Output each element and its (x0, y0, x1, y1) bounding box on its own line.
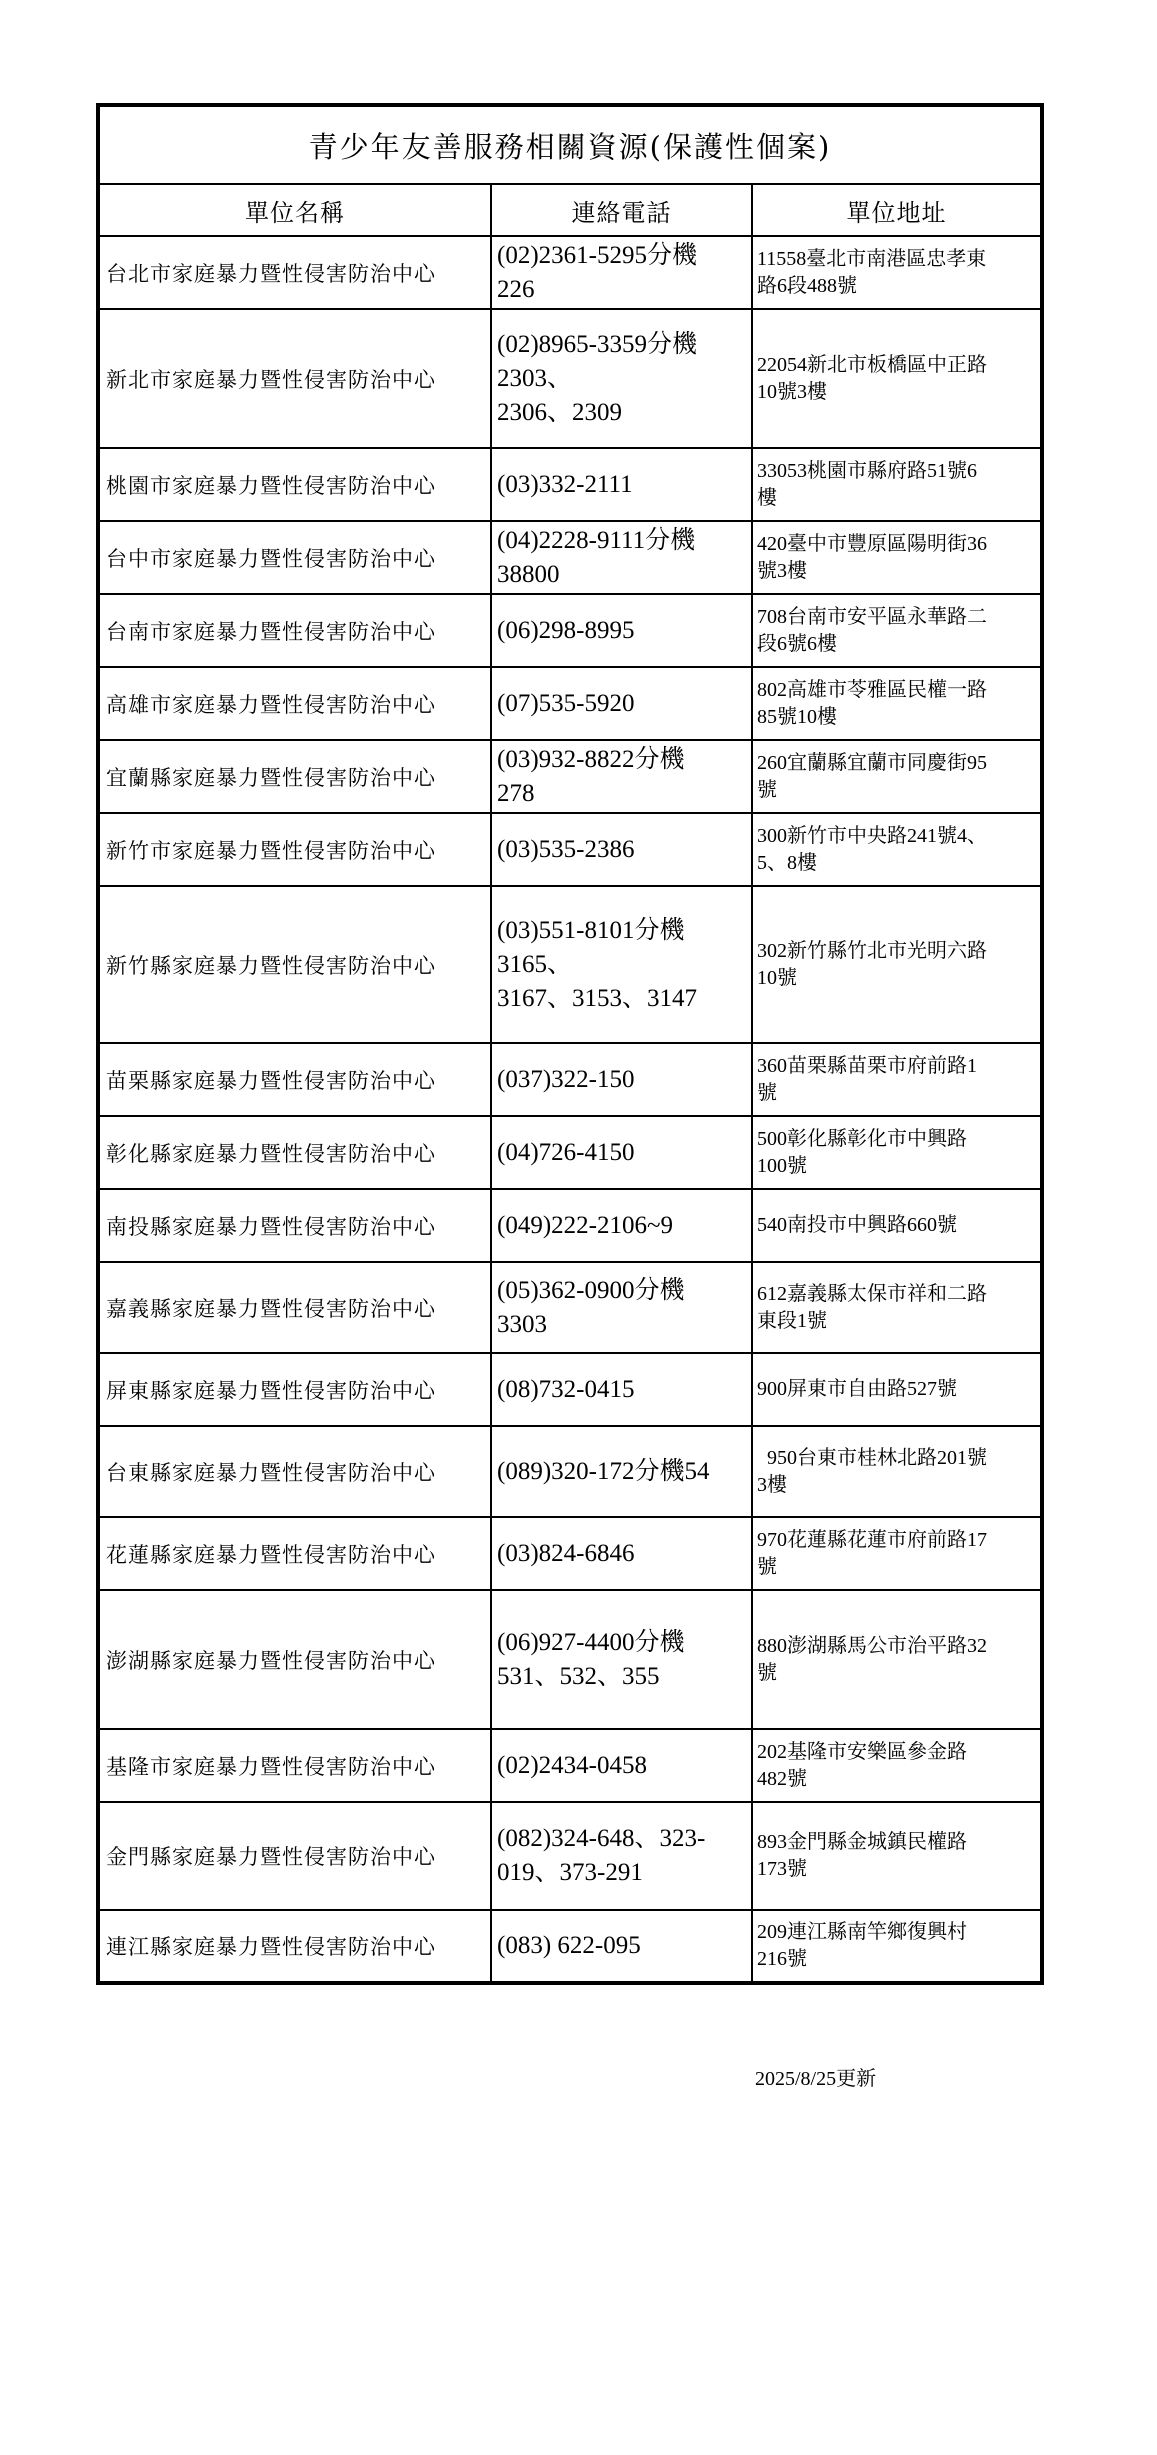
address-line: 10號3樓 (757, 380, 827, 403)
address-line: 號3樓 (757, 559, 807, 582)
phone-cell (491, 1590, 752, 1729)
phone-cell (491, 740, 752, 813)
address-cell (752, 740, 1042, 813)
phone-line: (05)362-0900分機 (497, 1276, 685, 1304)
unit-name-cell: 澎湖縣家庭暴力暨性侵害防治中心 (98, 1590, 491, 1729)
address-line: 970花蓮縣花蓮市府前路17 (757, 1528, 987, 1551)
phone-cell (491, 1262, 752, 1353)
phone-line: (03)332-2111 (497, 470, 633, 498)
address-line: 號 (757, 1555, 777, 1578)
phone-line: (07)535-5920 (497, 689, 635, 717)
address-cell (752, 813, 1042, 886)
address-cell (752, 1426, 1042, 1517)
phone-line: 2306、2309 (497, 398, 623, 426)
address-cell (752, 1517, 1042, 1590)
phone-line: (083) 622-095 (497, 1932, 641, 1959)
unit-name-cell: 宜蘭縣家庭暴力暨性侵害防治中心 (98, 740, 491, 813)
phone-cell (491, 1802, 752, 1910)
address-line: 950台東市桂林北路201號 (757, 1446, 987, 1469)
unit-name-cell: 台中市家庭暴力暨性侵害防治中心 (98, 521, 491, 594)
address-cell (752, 886, 1042, 1043)
address-line: 893金門縣金城鎮民權路 (757, 1831, 967, 1853)
address-line: 路6段488號 (757, 274, 857, 297)
table-title: 青少年友善服務相關資源(保護性個案) (98, 105, 1042, 184)
phone-line: (049)222-2106~9 (497, 1211, 674, 1239)
table-row (98, 667, 1042, 740)
phone-line: (06)298-8995 (497, 616, 635, 644)
address-line: 段6號6樓 (757, 632, 837, 655)
address-line: 216號 (757, 1948, 807, 1970)
phone-line: 3167、3153、3147 (497, 984, 698, 1012)
address-line: 樓 (757, 486, 777, 509)
table-row (98, 1262, 1042, 1353)
table-body (98, 236, 1042, 1983)
phone-line: 531、532、355 (497, 1662, 660, 1690)
phone-line: (03)824-6846 (497, 1539, 635, 1567)
phone-line: (02)2361-5295分機 (497, 241, 697, 269)
phone-cell (491, 1517, 752, 1590)
table-row (98, 1353, 1042, 1426)
phone-line: (02)8965-3359分機 (497, 330, 697, 358)
phone-line: (037)322-150 (497, 1065, 635, 1093)
phone-line: (04)726-4150 (497, 1138, 635, 1166)
unit-name-cell: 高雄市家庭暴力暨性侵害防治中心 (98, 667, 491, 740)
address-cell (752, 1802, 1042, 1910)
header-row (98, 184, 1042, 236)
address-cell (752, 1189, 1042, 1262)
address-line: 10號 (757, 966, 797, 989)
unit-name-cell: 新北市家庭暴力暨性侵害防治中心 (98, 309, 491, 448)
address-line: 173號 (757, 1858, 807, 1880)
phone-cell (491, 813, 752, 886)
phone-line: 278 (497, 779, 535, 807)
phone-cell (491, 1353, 752, 1426)
unit-name-cell: 台東縣家庭暴力暨性侵害防治中心 (98, 1426, 491, 1517)
phone-cell (491, 1426, 752, 1517)
table-row (98, 1189, 1042, 1262)
address-line: 11558臺北市南港區忠孝東 (757, 247, 987, 270)
phone-line: (04)2228-9111分機 (497, 526, 696, 554)
address-line: 號 (757, 1661, 777, 1684)
table-row (98, 1517, 1042, 1590)
unit-name-cell: 金門縣家庭暴力暨性侵害防治中心 (98, 1802, 491, 1910)
phone-cell (491, 594, 752, 667)
address-line: 33053桃園市縣府路51號6 (757, 459, 977, 482)
address-line: 420臺中市豐原區陽明街36 (757, 532, 987, 555)
phone-cell (491, 1116, 752, 1189)
table-row (98, 521, 1042, 594)
unit-name-cell: 台南市家庭暴力暨性侵害防治中心 (98, 594, 491, 667)
address-line: 209連江縣南竿鄉復興村 (757, 1921, 967, 1943)
phone-cell (491, 1729, 752, 1802)
address-cell (752, 1590, 1042, 1729)
table-row (98, 1729, 1042, 1802)
address-cell (752, 448, 1042, 521)
unit-name-cell: 基隆市家庭暴力暨性侵害防治中心 (98, 1729, 491, 1802)
address-line: 482號 (757, 1767, 807, 1790)
phone-cell (491, 448, 752, 521)
unit-name-cell: 花蓮縣家庭暴力暨性侵害防治中心 (98, 1517, 491, 1590)
phone-cell (491, 1043, 752, 1116)
address-line: 708台南市安平區永華路二 (757, 605, 987, 628)
phone-cell (491, 1189, 752, 1262)
phone-cell (491, 886, 752, 1043)
unit-name-cell: 連江縣家庭暴力暨性侵害防治中心 (98, 1910, 491, 1983)
table-row (98, 740, 1042, 813)
address-cell (752, 521, 1042, 594)
unit-name-cell: 新竹市家庭暴力暨性侵害防治中心 (98, 813, 491, 886)
phone-line: (082)324-648、323- (497, 1825, 706, 1852)
header-unit-name: 單位名稱 (98, 184, 491, 236)
resource-table (96, 103, 1044, 1985)
table-row (98, 1590, 1042, 1729)
table-row (98, 1043, 1042, 1116)
phone-line: (03)535-2386 (497, 835, 635, 863)
unit-name-cell: 新竹縣家庭暴力暨性侵害防治中心 (98, 886, 491, 1043)
table-row (98, 1910, 1042, 1983)
unit-name-cell: 南投縣家庭暴力暨性侵害防治中心 (98, 1189, 491, 1262)
phone-line: 3303 (497, 1310, 547, 1338)
unit-name-cell: 台北市家庭暴力暨性侵害防治中心 (98, 236, 491, 309)
phone-line: 38800 (497, 560, 560, 588)
table-row (98, 1802, 1042, 1910)
resource-sheet (96, 103, 1040, 1985)
address-cell (752, 236, 1042, 309)
address-line: 號 (757, 1081, 777, 1104)
phone-cell (491, 1910, 752, 1983)
address-line: 300新竹市中央路241號4、 (757, 824, 987, 847)
address-line: 540南投市中興路660號 (757, 1214, 957, 1236)
address-line: 22054新北市板橋區中正路 (757, 353, 987, 376)
address-line: 5、8樓 (757, 851, 817, 874)
address-cell (752, 309, 1042, 448)
address-cell (752, 667, 1042, 740)
phone-line: (089)320-172分機54 (497, 1457, 710, 1485)
address-cell (752, 1353, 1042, 1426)
table-row (98, 1116, 1042, 1189)
address-cell (752, 1116, 1042, 1189)
phone-cell (491, 521, 752, 594)
update-date: 2025/8/25更新 (755, 2068, 877, 2090)
unit-name-cell: 嘉義縣家庭暴力暨性侵害防治中心 (98, 1262, 491, 1353)
phone-line: 019、373-291 (497, 1859, 643, 1886)
header-phone: 連絡電話 (491, 184, 752, 236)
address-cell (752, 1729, 1042, 1802)
address-line: 900屏東市自由路527號 (757, 1378, 957, 1400)
phone-cell (491, 667, 752, 740)
unit-name-cell: 苗栗縣家庭暴力暨性侵害防治中心 (98, 1043, 491, 1116)
address-line: 號 (757, 778, 777, 801)
table-row (98, 594, 1042, 667)
address-cell (752, 1043, 1042, 1116)
phone-line: (08)732-0415 (497, 1375, 635, 1403)
unit-name-cell: 屏東縣家庭暴力暨性侵害防治中心 (98, 1353, 491, 1426)
phone-line: (03)932-8822分機 (497, 745, 685, 773)
address-cell (752, 1910, 1042, 1983)
address-line: 360苗栗縣苗栗市府前路1 (757, 1054, 977, 1077)
address-line: 100號 (757, 1154, 807, 1177)
unit-name-cell: 桃園市家庭暴力暨性侵害防治中心 (98, 448, 491, 521)
unit-name-cell: 彰化縣家庭暴力暨性侵害防治中心 (98, 1116, 491, 1189)
header-address: 單位地址 (752, 184, 1042, 236)
table-row (98, 309, 1042, 448)
address-cell (752, 1262, 1042, 1353)
address-line: 802高雄市苓雅區民權一路 (757, 678, 987, 701)
address-line: 東段1號 (757, 1309, 827, 1332)
phone-line: (03)551-8101分機 (497, 916, 685, 944)
phone-line: 226 (497, 275, 535, 303)
table-row (98, 448, 1042, 521)
address-line: 880澎湖縣馬公市治平路32 (757, 1634, 987, 1657)
table-row (98, 1426, 1042, 1517)
phone-line: (06)927-4400分機 (497, 1628, 685, 1656)
address-line: 260宜蘭縣宜蘭市同慶街95 (757, 751, 987, 774)
phone-line: 3165、 (497, 950, 573, 978)
phone-line: (02)2434-0458 (497, 1751, 647, 1779)
address-line: 500彰化縣彰化市中興路 (757, 1127, 967, 1150)
table-row (98, 236, 1042, 309)
address-line: 3樓 (757, 1473, 787, 1496)
table-row (98, 886, 1042, 1043)
address-line: 202基隆市安樂區參金路 (757, 1740, 967, 1763)
phone-cell (491, 309, 752, 448)
table-row (98, 813, 1042, 886)
address-line: 85號10樓 (757, 705, 837, 728)
address-cell (752, 594, 1042, 667)
address-line: 302新竹縣竹北市光明六路 (757, 939, 987, 962)
phone-cell (491, 236, 752, 309)
address-line: 612嘉義縣太保市祥和二路 (757, 1282, 987, 1305)
phone-line: 2303、 (497, 364, 573, 392)
